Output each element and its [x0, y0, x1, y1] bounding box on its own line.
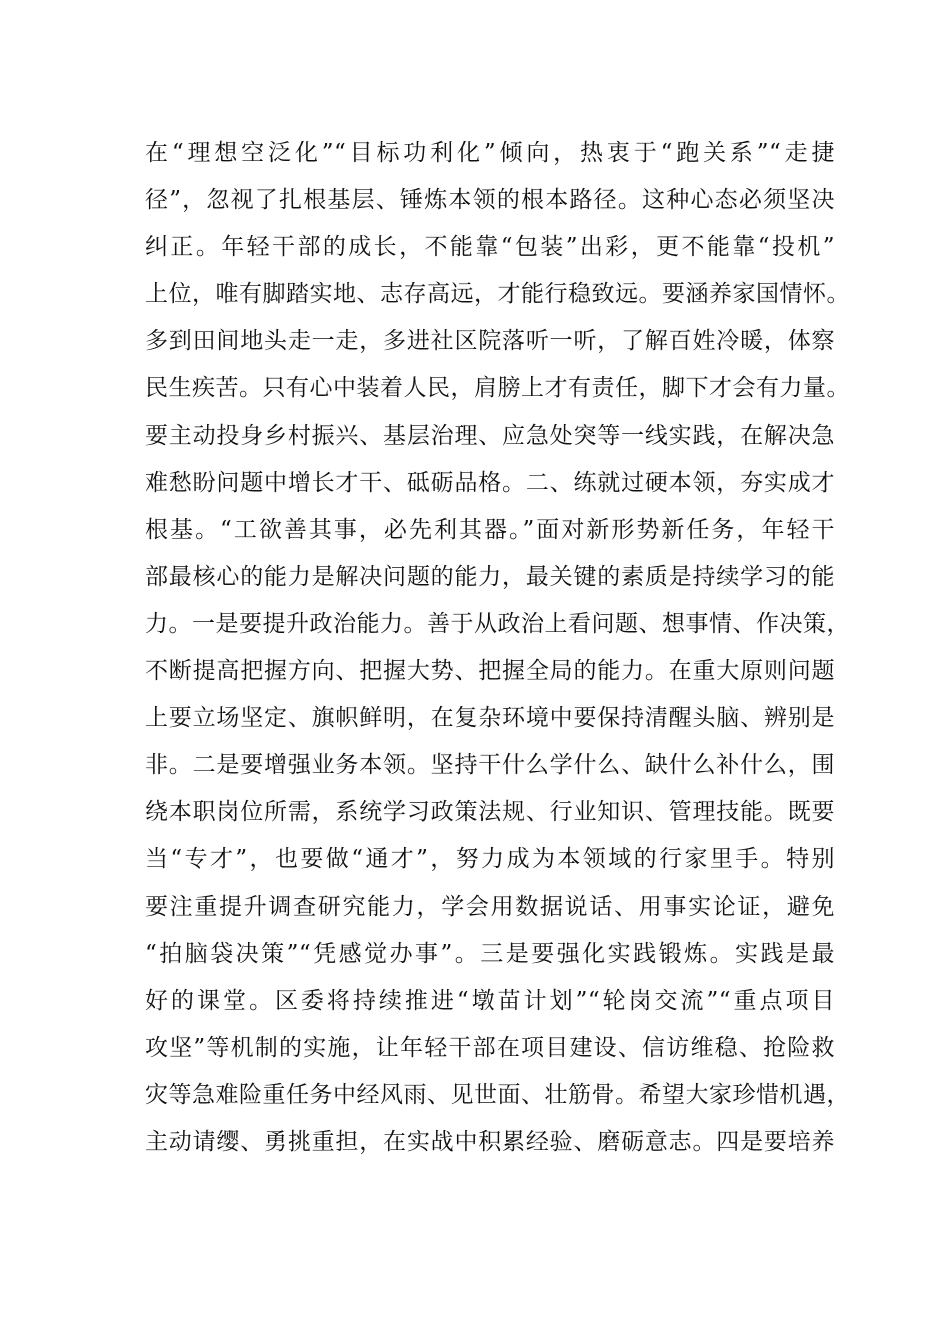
text-line: 当“专才”，也要做“通才”，努力成为本领域的行家里手。特别	[145, 846, 835, 873]
text-line: 部最核心的能力是解决问题的能力，最关键的素质是持续学习的能	[145, 563, 835, 590]
text-line: 民生疾苦。只有心中装着人民，肩膀上才有责任，脚下才会有力量。	[145, 375, 850, 402]
text-line: 不断提高把握方向、把握大势、把握全局的能力。在重大原则问题	[145, 658, 835, 685]
text-line: 非。二是要增强业务本领。坚持干什么学什么、缺什么补什么，围	[145, 752, 835, 779]
text-line: 上位，唯有脚踏实地、志存高远，才能行稳致远。要涵养家国情怀。	[145, 281, 850, 308]
text-line: 纠正。年轻干部的成长，不能靠“包装”出彩，更不能靠“投机”	[145, 234, 835, 261]
text-line: 在“理想空泛化”“目标功利化”倾向，热衷于“跑关系”“走捷	[145, 140, 835, 166]
body-text	[145, 130, 850, 1166]
text-line: 力。一是要提升政治能力。善于从政治上看问题、想事情、作决策，	[145, 610, 850, 637]
text-line: 灾等急难险重任务中经风雨、见世面、壮筋骨。希望大家珍惜机遇，	[145, 1081, 850, 1108]
text-line: 绕本职岗位所需，系统学习政策法规、行业知识、管理技能。既要	[145, 799, 835, 826]
text-line: 根基。“工欲善其事，必先利其器。”面对新形势新任务，年轻干	[145, 516, 835, 543]
text-line: 攻坚”等机制的实施，让年轻干部在项目建设、信访维稳、抢险救	[145, 1034, 835, 1061]
text-line: 难愁盼问题中增长才干、砥砺品格。二、练就过硬本领，夯实成才	[145, 469, 835, 496]
text-line: 上要立场坚定、旗帜鲜明，在复杂环境中要保持清醒头脑、辨别是	[145, 705, 835, 732]
text-line: 径”，忽视了扎根基层、锤炼本领的根本路径。这种心态必须坚决	[145, 187, 835, 214]
text-line: “拍脑袋决策”“凭感觉办事”。三是要强化实践锻炼。实践是最	[145, 940, 835, 967]
text-line: 要注重提升调查研究能力，学会用数据说话、用事实论证，避免	[145, 893, 835, 920]
text-line: 要主动投身乡村振兴、基层治理、应急处突等一线实践，在解决急	[145, 422, 835, 449]
text-line: 多到田间地头走一走，多进社区院落听一听，了解百姓冷暖，体察	[145, 328, 835, 355]
text-line: 主动请缨、勇挑重担，在实战中积累经验、磨砺意志。四是要培养	[145, 1128, 835, 1155]
text-line: 好的课堂。区委将持续推进“墩苗计划”“轮岗交流”“重点项目	[145, 987, 835, 1014]
